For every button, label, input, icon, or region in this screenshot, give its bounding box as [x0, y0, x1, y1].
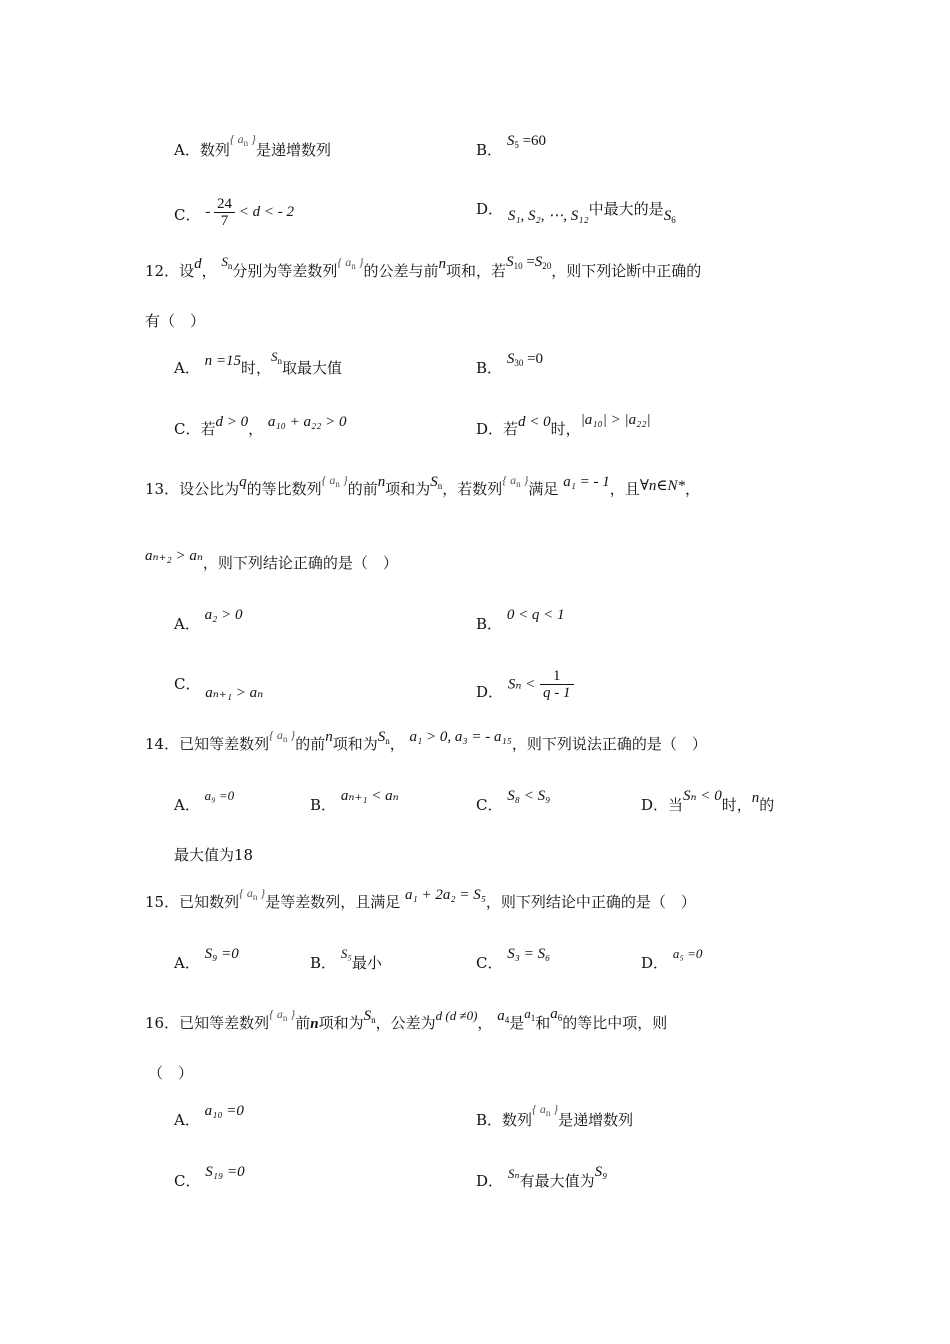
- math-expr: n =15: [204, 353, 241, 369]
- math-expr: d < 0: [518, 414, 551, 430]
- math-expr: S₃ = S₆: [507, 946, 551, 962]
- q14-option-b: [310, 788, 399, 815]
- option-label: A．: [174, 796, 200, 814]
- option-label: B．: [476, 359, 503, 377]
- math-expr: Sₙ: [507, 1166, 520, 1181]
- option-label: D．: [476, 1172, 504, 1190]
- option-label: C．: [174, 420, 201, 438]
- math-sn: $S_n$: [377, 729, 390, 746]
- q15-stem-line1: 15．已知数列$^{\{ a_n \}}$是等差数列，且满足 a₁ + 2a₂ = S₅，则下列结论中正确的是（ ）: [145, 886, 696, 911]
- q13-stem-line2: aₙ₊₂ > aₙ，则下列结论正确的是（ ）: [145, 548, 398, 572]
- math-n: n: [325, 729, 333, 745]
- math-expr: a₉ =0: [204, 788, 235, 803]
- math-expr: S₉: [594, 1164, 608, 1180]
- q13-option-a: [174, 607, 243, 634]
- option-text: 最小: [351, 954, 382, 972]
- option-label: D．: [641, 796, 669, 814]
- q12-stem-line1: 12．设d， $S_n$分别为等差数列$^{\{ a_n \}}$的公差与前n项和，若$S_{10} =S_{20}$，则下列论断中正确的: [145, 254, 702, 280]
- q12-option-c: C．若d > 0， a₁₀ + a₂₂ > 0: [174, 414, 347, 438]
- math-condition: a₁ > 0, a₃ = - a₁₅: [409, 729, 512, 745]
- option-label: B．: [310, 796, 337, 814]
- option-label: A．: [174, 359, 200, 377]
- math-q: q: [239, 474, 247, 490]
- math-condition: aₙ₊₂ > aₙ: [145, 548, 203, 564]
- q14-option-d: D．当Sₙ < 0时，n的: [641, 788, 775, 814]
- math-expr: a₂ > 0: [204, 607, 243, 623]
- q13-option-d: [476, 668, 574, 701]
- math-expr: Sₙ < 0: [683, 788, 722, 804]
- option-text: 有最大值为: [519, 1172, 595, 1190]
- sequence-symbol: { an }: [532, 1102, 559, 1118]
- math-n: n: [438, 256, 447, 272]
- sequence-symbol: { an }: [269, 1007, 296, 1023]
- option-label: D．: [476, 682, 504, 701]
- option-label: A．: [174, 1111, 200, 1129]
- math-expr: a₁₀ =0: [204, 1103, 244, 1119]
- q15-option-b: [310, 946, 382, 973]
- option-text: 是递增数列: [255, 141, 331, 159]
- math-expr: S₉ =0: [204, 946, 239, 962]
- option-text: 中最大的是: [588, 200, 664, 218]
- sequence-symbol: { an }: [239, 886, 266, 902]
- math-expr: - $\frac{24}{7}$ < d < - 2: [205, 196, 295, 229]
- option-label: C．: [174, 205, 201, 224]
- math-expr: d > 0: [215, 414, 249, 430]
- math-a1: $a_1$: [524, 1006, 536, 1023]
- fraction: $\frac{24}{7}$: [214, 196, 235, 229]
- q11-option-b: [476, 133, 547, 164]
- q12-stem-line2: 有（ ）: [145, 312, 206, 330]
- math-condition: a₁ = - 1: [563, 474, 610, 490]
- q16-stem-line2: （ ）: [148, 1064, 194, 1082]
- q15-option-d: [641, 946, 703, 973]
- sequence-symbol: { an }: [321, 473, 348, 489]
- option-label: B．: [310, 954, 337, 972]
- sequence-symbol: { an }: [502, 473, 529, 489]
- q16-option-d: [476, 1164, 608, 1191]
- q12-option-d: D．若d < 0时，|a₁₀| > |a₂₂|: [476, 412, 651, 438]
- option-text: 时，: [241, 359, 272, 377]
- q14-option-c: [476, 788, 551, 815]
- q13-option-c: [174, 675, 264, 701]
- math-a4: $a_4$: [497, 1008, 510, 1025]
- q16-option-b: B．数列$^{\{ a_n \}}$是递增数列: [476, 1102, 634, 1129]
- math-expr: Sₙ <: [507, 676, 536, 693]
- math-expr: |a₁₀| > |a₂₂|: [580, 412, 651, 428]
- math-expr: aₙ₊₁ < aₙ: [340, 788, 399, 804]
- math-forall: ∀n∈N*: [639, 478, 685, 494]
- option-label: B．: [476, 615, 503, 633]
- option-label: B．: [476, 1111, 503, 1129]
- math-expr: 0 < q < 1: [506, 607, 565, 623]
- q12-option-a: [174, 349, 343, 382]
- option-text: 取最大值: [282, 359, 343, 377]
- math-condition: d (d ≠0): [435, 1008, 478, 1023]
- math-condition: a₁ + 2a₂ = S₅: [405, 887, 486, 903]
- math-sn: $S_n$: [271, 349, 283, 366]
- math-expr: S₅: [340, 946, 352, 961]
- option-label: D．: [476, 200, 504, 218]
- math-expr: a₅ =0: [672, 946, 703, 961]
- option-label: C．: [476, 796, 503, 814]
- sequence-symbol: { an }: [337, 255, 364, 271]
- sequence-symbol: { an }: [229, 132, 256, 148]
- math-expr: aₙ₊₁ > aₙ: [205, 685, 264, 701]
- option-label: C．: [476, 954, 503, 972]
- option-text: 数列: [199, 141, 230, 159]
- q11-option-d: [476, 200, 676, 223]
- q15-option-c: [476, 946, 551, 973]
- math-n: n: [310, 1016, 319, 1032]
- sequence-symbol: { an }: [269, 728, 296, 744]
- math-expr: a₁₀ + a₂₂ > 0: [267, 414, 347, 430]
- math-a6: $a_6$: [550, 1006, 563, 1023]
- option-label: C．: [174, 1172, 201, 1190]
- math-sn: $S_n$: [430, 474, 443, 491]
- math-d: d: [194, 256, 202, 272]
- math-n: n: [751, 790, 760, 806]
- q13-stem-line1: 13．设公比为q的等比数列$^{\{ a_n \}}$的前n项和为$S_n$，若数列$^{\{ a_n \}}$满足 a₁ = - 1，且∀n∈N*，: [145, 473, 700, 498]
- q13-option-b: [476, 607, 565, 634]
- math-expr: $S_6$: [663, 208, 676, 225]
- math-expr: $S_{30} =0$: [506, 351, 544, 368]
- q12-option-b: [476, 351, 544, 382]
- math-sn: $S_n$: [221, 254, 233, 271]
- option-label: A．: [174, 141, 200, 159]
- q14-option-d-continued: 最大值为18: [174, 846, 254, 864]
- fraction: $\frac{1}{q - 1}$: [540, 668, 574, 701]
- q16-option-a: [174, 1103, 244, 1130]
- q16-option-c: [174, 1164, 245, 1191]
- math-expr: S₁₉ =0: [205, 1164, 245, 1180]
- math-expr: $S_5 =60$: [506, 133, 547, 150]
- q11-option-a: [174, 132, 331, 164]
- option-label: D．: [476, 420, 504, 438]
- q11-option-c: [174, 196, 295, 233]
- math-condition: $S_{10} =S_{20}$: [506, 254, 552, 271]
- option-label: D．: [641, 954, 669, 972]
- math-expr: S₁, S₂, ⋯, S₁₂: [507, 208, 589, 224]
- option-label: A．: [174, 615, 200, 633]
- option-label: A．: [174, 954, 200, 972]
- q14-option-a: [174, 788, 235, 815]
- math-expr: S₈ < S₉: [507, 788, 551, 804]
- q16-stem-line1: 16．已知等差数列$^{\{ a_n \}}$前n项和为$S_n$，公差为d (d ≠0)， $a_4$是$a_1$和$a_6$的等比中项，则: [145, 1006, 668, 1032]
- option-label: C．: [174, 675, 201, 693]
- math-n: n: [377, 474, 386, 490]
- math-sn: $S_n$: [363, 1008, 376, 1025]
- option-label: B．: [476, 141, 503, 159]
- q14-stem-line1: 14．已知等差数列$^{\{ a_n \}}$的前n项和为$S_n$， a₁ > 0, a₃ = - a₁₅，则下列说法正确的是（ ）: [145, 728, 707, 753]
- q15-option-a: [174, 946, 239, 973]
